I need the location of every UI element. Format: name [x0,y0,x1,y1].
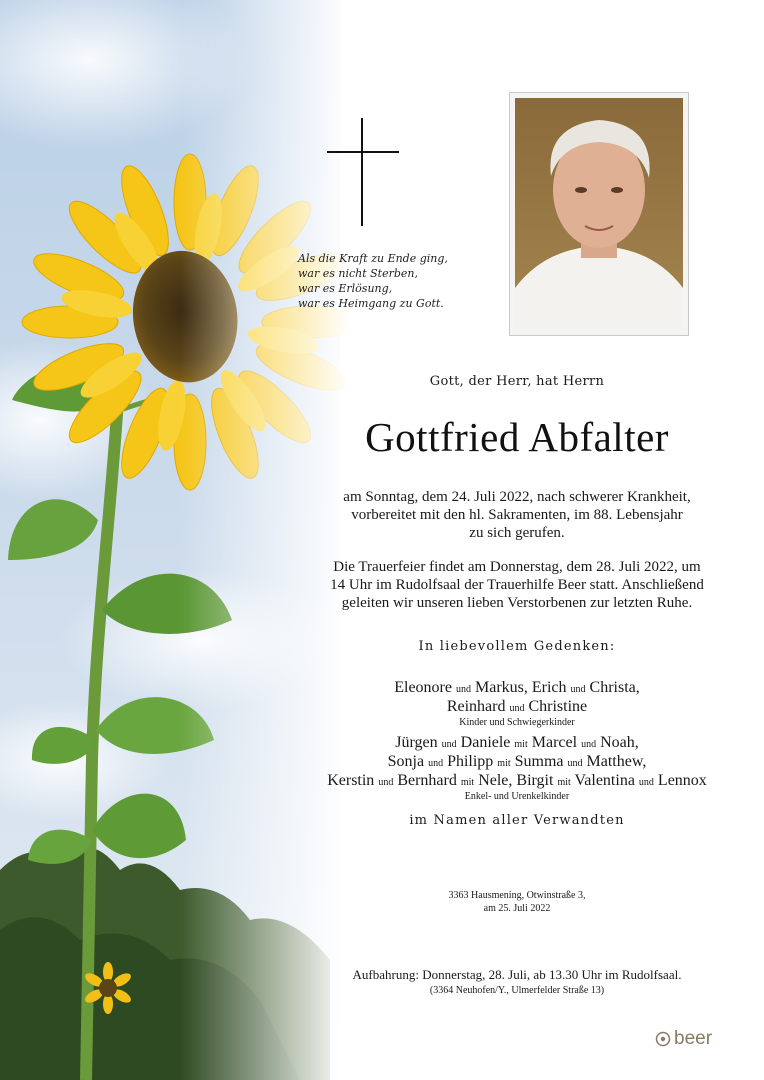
relation-label: Enkel- und Urenkelkinder [464,791,570,802]
relatives-line: im Namen aller Verwandten [409,813,625,828]
connector: mit [514,739,528,750]
portrait-image [515,98,683,330]
ceremony-paragraph [270,558,764,612]
family-name: Nele, Birgit [478,772,554,789]
family-name: Lennox [657,772,707,789]
family-name: Matthew, [586,753,647,770]
family-name: Summa [514,753,564,770]
family-name: Christa, [589,679,640,696]
connector: und [570,684,586,695]
connector: und [509,703,525,714]
logo-text: beer [674,1028,713,1049]
family-name: Sonja [387,753,425,770]
family-name: Erich [531,679,567,696]
poem [298,251,498,311]
family-name: Bernhard [397,772,457,789]
portrait-photo [509,92,689,336]
logo-mark-icon [655,1031,671,1047]
date-line: am 25. Juli 2022 [483,903,551,914]
intro-text: Gott, der Herr, hat Herrn [429,374,605,389]
poem-line: war es nicht Sterben, [298,267,419,280]
family-line [270,733,764,752]
deceased-name: Gottfried Abfalter [365,414,669,460]
connector: und [455,684,471,695]
death-line: vorbereitet mit den hl. Sakramenten, im 88. Lebensjahr [351,507,683,523]
family-name: Markus, [474,679,528,696]
ceremony-line: 14 Uhr im Rudolfsaal der Trauerhilfe Beer statt. Anschließend [330,577,704,593]
family-line [270,752,764,771]
cross-icon [327,118,399,226]
family-line [270,678,764,697]
connector: und [428,758,444,769]
grandchildren-block [270,733,764,803]
gedenken-heading: In liebevollem Gedenken: [418,639,616,654]
death-line: am Sonntag, dem 24. Juli 2022, nach schwerer Krankheit, [343,489,691,505]
poem-line: Als die Kraft zu Ende ging, [298,252,448,265]
children-block [270,678,764,729]
family-name: Eleonore [394,679,452,696]
family-name: Philipp [447,753,494,770]
connector: mit [557,777,571,788]
family-name: Marcel [531,734,578,751]
relation-label: Kinder und Schwiegerkinder [459,717,575,728]
ceremony-line: Die Trauerfeier findet am Donnerstag, dem 28. Juli 2022, um [333,559,701,575]
family-line [270,697,764,716]
family-name: Jürgen [395,734,438,751]
connector: mit [497,758,511,769]
death-line: zu sich gerufen. [469,525,565,541]
connector: mit [460,777,475,788]
place-line: 3363 Hausmening, Otwinstraße 3, [448,890,586,901]
family-name: Kerstin [327,772,375,789]
poem-line: war es Heimgang zu Gott. [298,297,444,310]
beer-logo [655,1028,725,1050]
family-name: Valentina [574,772,635,789]
connector: und [567,758,583,769]
connector: und [581,739,597,750]
connector: und [441,739,457,750]
family-name: Daniele [460,734,511,751]
ceremony-line: geleiten wir unseren lieben Verstorbenen zur letzten Ruhe. [341,595,693,611]
connector: und [638,777,654,788]
family-line [270,771,764,790]
death-paragraph [270,488,764,542]
aufbahrung-line: Aufbahrung: Donnerstag, 28. Juli, ab 13.30 Uhr im Rudolfsaal. [352,967,682,982]
place-date [270,889,764,915]
poem-line: war es Erlösung, [298,282,393,295]
family-name: Reinhard [446,698,506,715]
aufbahrung-address: (3364 Neuhofen/Y., Ulmerfelder Straße 13) [429,985,605,996]
family-name: Noah, [600,734,639,751]
family-name: Christine [528,698,588,715]
connector: und [378,777,394,788]
aufbahrung-info [270,967,764,999]
